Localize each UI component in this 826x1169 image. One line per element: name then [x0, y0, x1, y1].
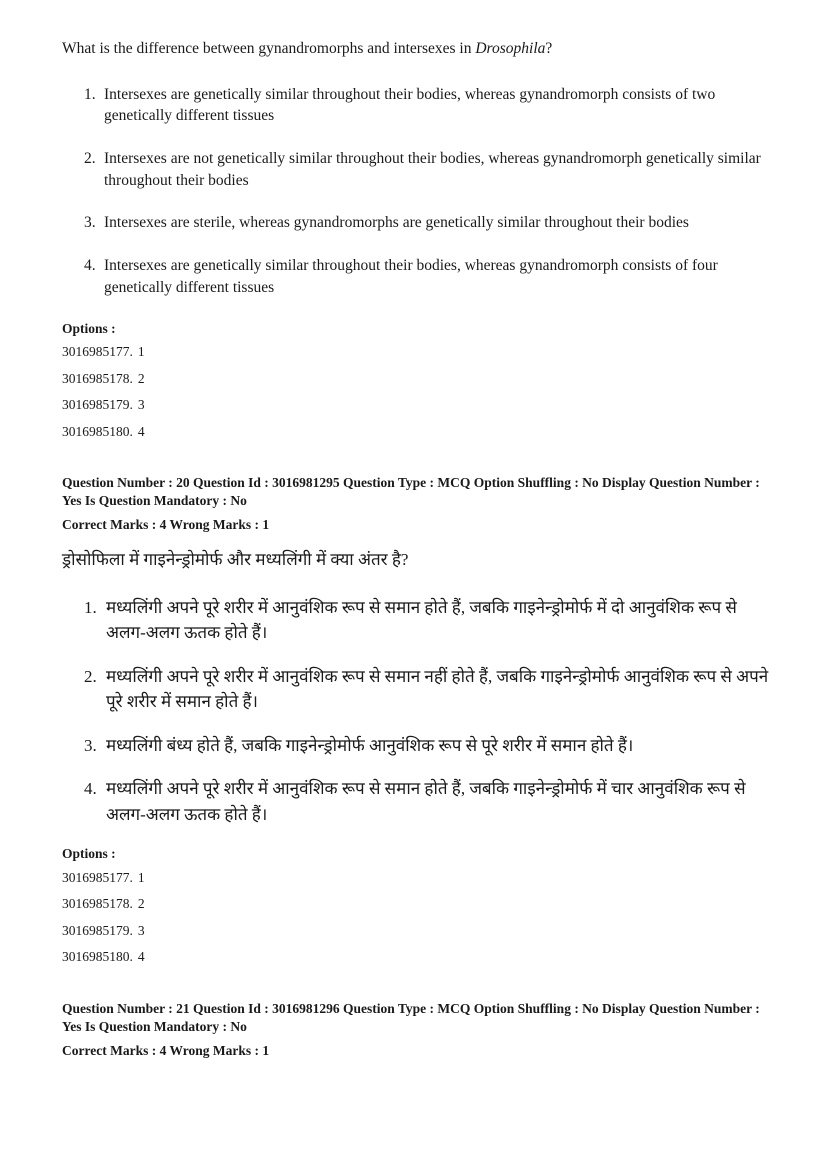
option-row [62, 370, 780, 388]
option-row [62, 396, 780, 414]
question-20-metadata [62, 474, 762, 534]
option-row [62, 343, 780, 361]
option-value: 2 [137, 370, 145, 386]
option-row [62, 869, 780, 887]
question-meta-line: Question Number : 21 Question Id : 3016981296 Question Type : MCQ Option Shuffling : No Display Question Number : Yes Is Question Mandatory : No [62, 1000, 760, 1034]
option-id: 3016985178. [62, 896, 133, 912]
choice-text: Intersexes are not genetically similar throughout their bodies, whereas gynandromorph genetically similar throughout their bodies [104, 150, 761, 189]
question-italic-term: Drosophila [475, 40, 546, 57]
choice-number: 1. [84, 85, 96, 103]
choice-list-hindi [84, 595, 780, 828]
choice-item [84, 212, 780, 234]
option-id: 3016985180. [62, 423, 133, 439]
question-italic-term: ड्रोसोफिला [62, 550, 125, 570]
choice-number: 2. [84, 666, 97, 686]
option-value: 4 [137, 949, 145, 965]
option-id: 3016985180. [62, 949, 133, 965]
option-row [62, 948, 780, 966]
options-block-hindi [62, 845, 780, 966]
question-21-metadata [62, 1000, 762, 1060]
choice-item [84, 595, 780, 646]
choice-text: मध्यलिंगी अपने पूरे शरीर में आनुवंशिक रूप से समान होते हैं, जबकि गाइनेन्ड्रोमोर्फ में दो आनुवंशिक रूप से अलग-अलग ऊतक होते हैं। [106, 597, 737, 643]
choice-number: 2. [84, 150, 96, 168]
choice-item [84, 776, 780, 827]
option-value: 1 [137, 344, 145, 360]
choice-text: मध्यलिंगी अपने पूरे शरीर में आनुवंशिक रूप से समान नहीं होते हैं, जबकि गाइनेन्ड्रोमोर्फ आनुवंशिक रूप से अपने पूरे शरीर में समान होते हैं। [106, 666, 769, 712]
choice-text: Intersexes are sterile, whereas gynandromorphs are genetically similar throughout their bodies [104, 214, 689, 232]
choice-number: 3. [84, 214, 96, 232]
choice-number: 1. [84, 597, 97, 617]
option-row [62, 922, 780, 940]
options-label: Options : [62, 320, 116, 336]
question-post: ? [545, 40, 553, 57]
question-marks-line: Correct Marks : 4 Wrong Marks : 1 [62, 1042, 270, 1058]
option-id: 3016985177. [62, 869, 133, 885]
choice-number: 3. [84, 735, 97, 755]
question-pre: What is the difference between gynandromorphs and intersexes in [62, 40, 476, 57]
choice-item [84, 664, 780, 715]
choice-item [84, 84, 780, 127]
choice-text: Intersexes are genetically similar throughout their bodies, whereas gynandromorph consists of four genetically different tissues [104, 257, 718, 296]
choice-text: Intersexes are genetically similar throughout their bodies, whereas gynandromorph consists of two genetically different tissues [104, 85, 716, 125]
option-id: 3016985179. [62, 922, 133, 938]
options-label: Options : [62, 846, 116, 862]
option-value: 3 [137, 922, 145, 938]
option-id: 3016985178. [62, 370, 133, 386]
question-meta-line: Question Number : 20 Question Id : 3016981295 Question Type : MCQ Option Shuffling : No Display Question Number : Yes Is Question Mandatory : No [62, 475, 760, 509]
choice-number: 4. [84, 779, 97, 799]
option-value: 3 [137, 397, 145, 413]
question-text-hindi [62, 548, 780, 573]
option-row [62, 895, 780, 913]
choice-text: मध्यलिंगी बंध्य होते हैं, जबकि गाइनेन्ड्रोमोर्फ आनुवंशिक रूप से पूरे शरीर में समान होते हैं। [106, 735, 634, 755]
choice-number: 4. [84, 257, 96, 275]
option-id: 3016985177. [62, 344, 133, 360]
option-value: 4 [137, 423, 145, 439]
question-text-english [62, 38, 780, 60]
question-post: में गाइनेन्ड्रोमोर्फ और मध्यलिंगी में क्या अंतर है? [124, 550, 409, 570]
option-id: 3016985179. [62, 397, 133, 413]
option-row [62, 423, 780, 441]
choice-list-english [84, 84, 780, 299]
choice-item [84, 733, 780, 759]
options-block-english [62, 320, 780, 441]
choice-item [84, 255, 780, 298]
option-value: 1 [137, 869, 145, 885]
question-marks-line: Correct Marks : 4 Wrong Marks : 1 [62, 517, 270, 533]
choice-text: मध्यलिंगी अपने पूरे शरीर में आनुवंशिक रूप से समान होते हैं, जबकि गाइनेन्ड्रोमोर्फ में चार आनुवंशिक रूप से अलग-अलग ऊतक होते हैं। [106, 779, 746, 824]
option-value: 2 [137, 896, 145, 912]
choice-item [84, 148, 780, 191]
